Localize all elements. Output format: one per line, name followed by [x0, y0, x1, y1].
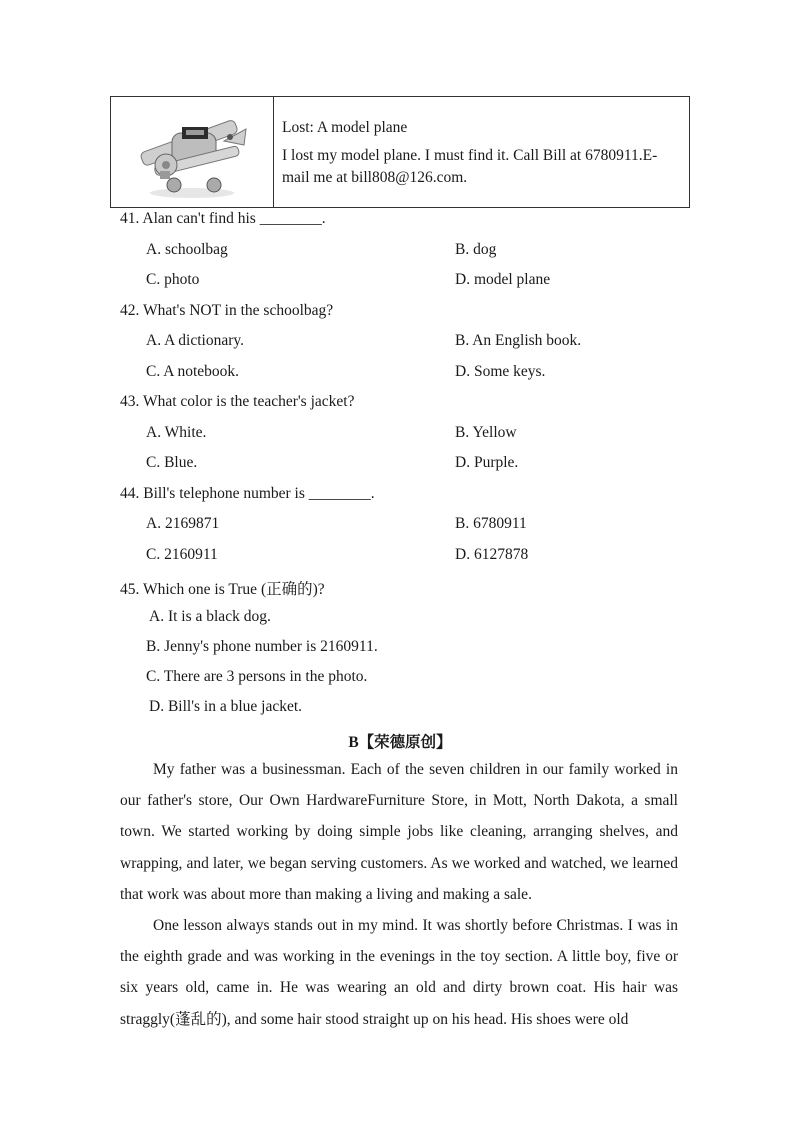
passage-paragraph-1: My father was a businessman. Each of the seven children in our family worked in our father's store, Our Own HardwareFurniture Store, in Mott, North Dakota, a small town. We started working by doing simple jobs like cleaning, arranging shelves, and wrapping, and later, we began serving customers. As we worked and watched, we learned that work was about more than making a living and making a sale.: [120, 761, 678, 903]
q41-option-a: A. schoolbag: [146, 241, 228, 258]
q41-option-b: B. dog: [455, 241, 497, 258]
q41-option-c: C. photo: [146, 271, 200, 288]
notice-title: Lost: A model plane: [282, 119, 408, 136]
q44-option-c: C. 2160911: [146, 546, 218, 563]
q43-option-a: A. White.: [146, 424, 207, 441]
q45-option-d: D. Bill's in a blue jacket.: [149, 698, 303, 715]
q44-option-d: D. 6127878: [455, 546, 529, 563]
notice-body: I lost my model plane. I must find it. Call Bill at 6780911.E-mail me at bill808@126.com.: [282, 147, 658, 186]
section-title: B【荣德原创】: [348, 734, 452, 751]
q45-option-c: C. There are 3 persons in the photo.: [146, 668, 368, 685]
question-42: 42. What's NOT in the schoolbag?: [120, 302, 334, 319]
q45-option-a: A. It is a black dog.: [149, 608, 271, 625]
lost-notice-box: [110, 96, 690, 208]
q42-option-a: A. A dictionary.: [146, 332, 245, 349]
q42-option-d: D. Some keys.: [455, 363, 546, 380]
question-45: 45. Which one is True (正确的)?: [120, 581, 325, 598]
q41-option-d: D. model plane: [455, 271, 551, 288]
question-43: 43. What color is the teacher's jacket?: [120, 393, 355, 410]
q43-option-c: C. Blue.: [146, 454, 198, 471]
q42-option-c: C. A notebook.: [146, 363, 240, 380]
question-44: 44. Bill's telephone number is ________.: [120, 485, 375, 502]
passage-paragraph-2: One lesson always stands out in my mind. It was shortly before Christmas. I was in the eighth grade and was working in the evenings in the toy section. A little boy, five or six years old, came in. He was wearing an old and dirty brown coat. His hair was straggly(蓬乱的), and some hair stood straight up on his head. His shoes were old: [120, 917, 678, 1028]
q44-option-b: B. 6780911: [455, 515, 527, 532]
question-41: 41. Alan can't find his ________.: [120, 210, 326, 227]
q43-option-d: D. Purple.: [455, 454, 519, 471]
q44-option-a: A. 2169871: [146, 515, 220, 532]
model-plane-image: [111, 97, 274, 207]
q43-option-b: B. Yellow: [455, 424, 517, 441]
q42-option-b: B. An English book.: [455, 332, 582, 349]
q45-option-b: B. Jenny's phone number is 2160911.: [146, 638, 378, 655]
